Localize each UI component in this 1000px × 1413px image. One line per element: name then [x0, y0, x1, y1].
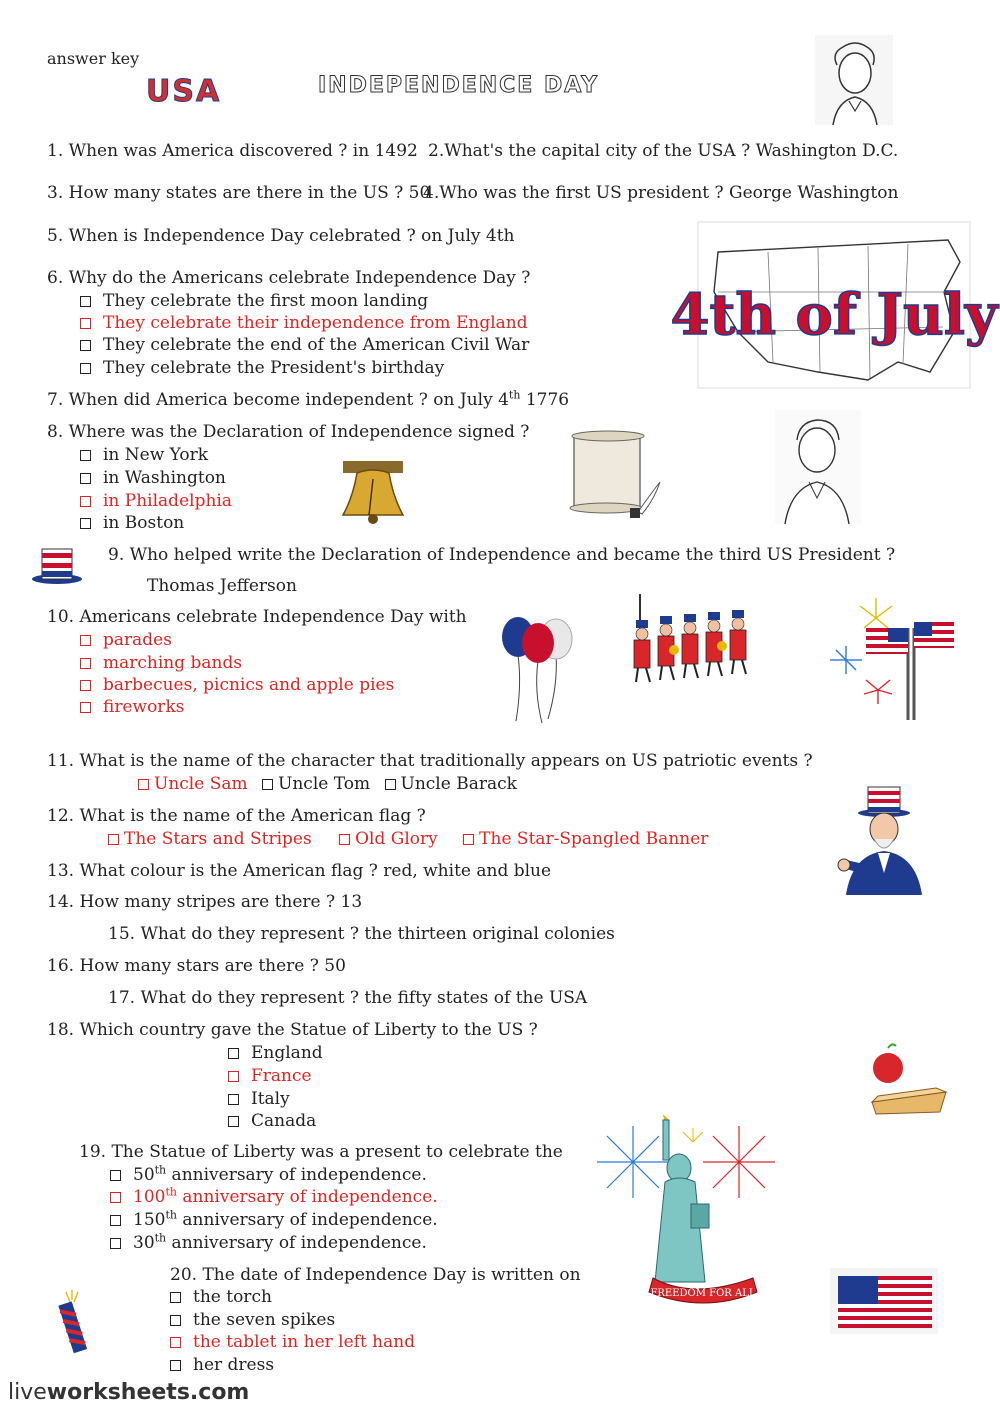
checkbox-icon: [463, 834, 474, 845]
checkbox-icon: [138, 779, 149, 790]
checkbox-icon: [110, 1238, 121, 1249]
checkbox-icon: [228, 1116, 239, 1127]
question-9: 9. Who helped write the Declaration of Independence and became the third US President ?: [108, 545, 896, 565]
firecracker-icon: [56, 1290, 92, 1356]
q19-option-4[interactable]: 30th anniversary of independence.: [110, 1232, 427, 1254]
checkbox-icon: [80, 450, 91, 461]
q10-option-3[interactable]: [80, 674, 394, 696]
fourth-of-july-map-image: [670, 222, 998, 388]
q12-option-1[interactable]: The Stars and Stripes: [108, 829, 312, 849]
question-6: 6. Why do the Americans celebrate Independence Day ?: [47, 268, 531, 288]
question-8: 8. Where was the Declaration of Independence signed ?: [47, 422, 530, 442]
q11-options: [138, 773, 517, 795]
flags-fireworks-image: [826, 598, 956, 722]
checkbox-icon: [108, 834, 119, 845]
checkbox-icon: [110, 1170, 121, 1181]
checkbox-icon: [80, 635, 91, 646]
q19-option-3[interactable]: 150th anniversary of independence.: [110, 1209, 438, 1231]
apple-pie-image: [866, 1042, 952, 1116]
option-label: her dress: [193, 1355, 275, 1375]
q10-option-2[interactable]: [80, 652, 242, 674]
option-label: Canada: [251, 1111, 317, 1131]
question-7: 7. When did America become independent ? on July 4th 1776: [47, 388, 570, 410]
checkbox-icon: [110, 1215, 121, 1226]
option-label: They celebrate the President's birthday: [103, 358, 445, 378]
declaration-scroll-image: [568, 428, 664, 522]
statue-of-liberty-image: [593, 1112, 783, 1312]
question-15: 15. What do they represent ? the thirteen original colonies: [108, 924, 615, 944]
question-1: 1. When was America discovered ? in 1492: [47, 141, 418, 161]
checkbox-icon: [170, 1292, 181, 1303]
freedom-banner-text: FREEDOM FOR ALL: [650, 1288, 756, 1299]
q20-option-3[interactable]: [170, 1331, 415, 1353]
q12-option-2[interactable]: Old Glory: [339, 829, 438, 849]
q11-option-2[interactable]: Uncle Tom: [262, 774, 370, 794]
checkbox-icon: [80, 473, 91, 484]
checkbox-icon: [228, 1071, 239, 1082]
thomas-jefferson-portrait: [775, 410, 861, 524]
checkbox-icon: [80, 518, 91, 529]
george-washington-portrait: [815, 35, 893, 125]
option-label: the tablet in her left hand: [193, 1332, 416, 1352]
checkbox-icon: [170, 1360, 181, 1371]
checkbox-icon: [80, 658, 91, 669]
checkbox-icon: [262, 779, 273, 790]
q18-option-2[interactable]: [228, 1065, 312, 1087]
answer-key-label: answer key: [47, 49, 140, 68]
q12-option-3[interactable]: The Star-Spangled Banner: [463, 829, 708, 849]
question-20: 20. The date of Independence Day is written on: [170, 1265, 581, 1285]
checkbox-icon: [339, 834, 350, 845]
q19-option-2[interactable]: 100th anniversary of independence.: [110, 1186, 438, 1208]
question-16: 16. How many stars are there ? 50: [47, 956, 346, 976]
question-4: 4.Who was the first US president ? George Washington: [423, 183, 899, 203]
q6-option-2[interactable]: [80, 312, 528, 334]
q9-answer: Thomas Jefferson: [147, 576, 297, 596]
checkbox-icon: [80, 496, 91, 507]
option-label: England: [251, 1043, 323, 1063]
fourth-of-july-text: 4th of July: [670, 282, 998, 348]
option-label: in Washington: [103, 468, 226, 488]
q20-option-1[interactable]: [170, 1286, 272, 1308]
option-label: France: [251, 1066, 312, 1086]
checkbox-icon: [80, 318, 91, 329]
q8-option-2[interactable]: [80, 467, 226, 489]
question-17: 17. What do they represent ? the fifty states of the USA: [108, 988, 588, 1008]
q6-option-1[interactable]: [80, 290, 428, 312]
q8-option-1[interactable]: [80, 444, 208, 466]
usa-logo: USA: [146, 74, 222, 109]
q8-option-4[interactable]: [80, 512, 184, 534]
checkbox-icon: [110, 1192, 121, 1203]
option-label: They celebrate their independence from England: [103, 313, 528, 333]
page-title: INDEPENDENCE DAY: [318, 73, 600, 98]
q6-option-4[interactable]: [80, 357, 444, 379]
q18-option-3[interactable]: [228, 1088, 290, 1110]
option-label: Italy: [251, 1089, 290, 1109]
checkbox-icon: [80, 680, 91, 691]
q11-option-1[interactable]: Uncle Sam: [138, 774, 248, 794]
option-label: They celebrate the end of the American Civil War: [103, 335, 530, 355]
american-flag-image: [830, 1268, 938, 1334]
q8-option-3[interactable]: [80, 490, 232, 512]
option-label: the seven spikes: [193, 1310, 336, 1330]
checkbox-icon: [385, 779, 396, 790]
option-label: marching bands: [103, 653, 243, 673]
q19-option-1[interactable]: 50th anniversary of independence.: [110, 1164, 427, 1186]
uncle-sam-image: [838, 783, 926, 895]
question-5: 5. When is Independence Day celebrated ? on July 4th: [47, 226, 515, 246]
q18-option-4[interactable]: [228, 1110, 316, 1132]
uncle-sam-hat-icon: [30, 543, 84, 585]
question-10: 10. Americans celebrate Independence Day with: [47, 607, 467, 627]
option-label: fireworks: [103, 697, 185, 717]
checkbox-icon: [170, 1337, 181, 1348]
checkbox-icon: [80, 363, 91, 374]
q6-option-3[interactable]: [80, 334, 529, 356]
option-label: barbecues, picnics and apple pies: [103, 675, 395, 695]
q18-option-1[interactable]: [228, 1042, 323, 1064]
question-12: 12. What is the name of the American flag ?: [47, 806, 426, 826]
option-label: in Boston: [103, 513, 185, 533]
checkbox-icon: [80, 340, 91, 351]
checkbox-icon: [228, 1094, 239, 1105]
checkbox-icon: [228, 1048, 239, 1059]
checkbox-icon: [80, 702, 91, 713]
q20-option-4[interactable]: [170, 1354, 274, 1376]
question-13: 13. What colour is the American flag ? red, white and blue: [47, 861, 552, 881]
question-11: 11. What is the name of the character that traditionally appears on US patriotic events ?: [47, 751, 813, 771]
liberty-bell-image: [337, 459, 409, 527]
liveworksheets-logo[interactable]: liveworksheets.com: [8, 1380, 250, 1405]
option-label: the torch: [193, 1287, 272, 1307]
q10-option-4[interactable]: [80, 696, 184, 718]
q20-option-2[interactable]: [170, 1309, 335, 1331]
question-19: 19. The Statue of Liberty was a present to celebrate the: [79, 1142, 563, 1162]
option-label: in Philadelphia: [103, 491, 232, 511]
option-label: in New York: [103, 445, 209, 465]
question-2: 2.What's the capital city of the USA ? Washington D.C.: [428, 141, 899, 161]
balloons-image: [498, 615, 578, 725]
q12-options: [108, 828, 708, 850]
checkbox-icon: [170, 1315, 181, 1326]
option-label: parades: [103, 630, 172, 650]
question-18: 18. Which country gave the Statue of Liberty to the US ?: [47, 1020, 538, 1040]
question-3: 3. How many states are there in the US ? 50: [47, 183, 431, 203]
marching-band-image: [630, 590, 760, 686]
question-14: 14. How many stripes are there ? 13: [47, 892, 363, 912]
checkbox-icon: [80, 296, 91, 307]
q11-option-3[interactable]: Uncle Barack: [385, 774, 517, 794]
option-label: They celebrate the first moon landing: [103, 291, 429, 311]
q10-option-1[interactable]: [80, 629, 172, 651]
